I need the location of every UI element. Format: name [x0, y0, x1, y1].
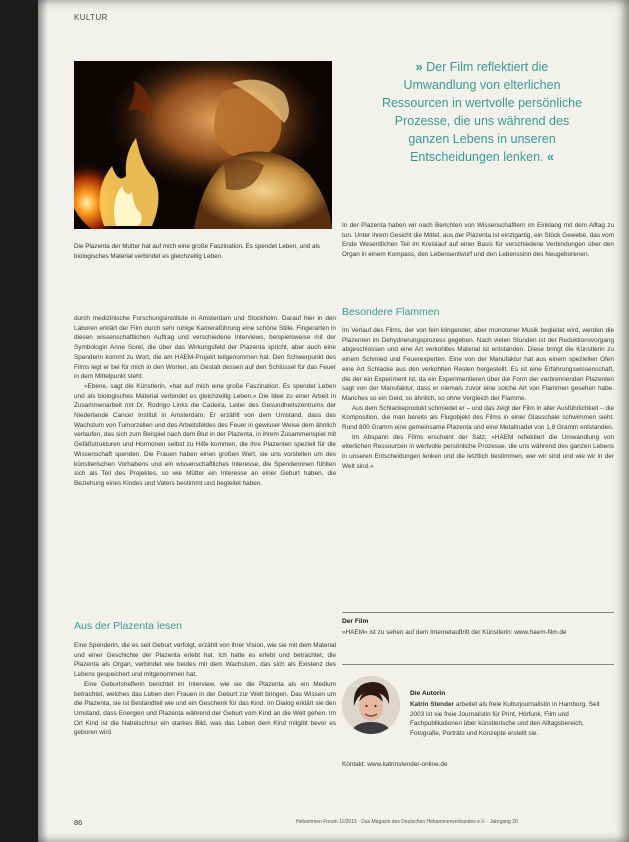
- subheading-besondere-flammen: Besondere Flammen: [342, 306, 440, 318]
- left-column-2: [74, 641, 336, 738]
- author-portrait: [342, 676, 400, 734]
- photo-illustration: [74, 61, 332, 229]
- page-number: 86: [74, 818, 83, 827]
- right-column: [342, 326, 614, 472]
- author-name: Katrin Stender: [410, 701, 455, 708]
- paragraph: Im Verlauf des Films, der von fein klingender, aber monotoner Musik begleitet wird, werden die Plazenten im Dehydrierungsprozess gegeben. Nach vielen Stunden ist der Reduktionsvorgang abgeschlossen und eine Art verkohltes Material ist entstanden. Diese bringt die Künstlerin zu einem Schmied und Feuerexperten. Eine von der Manufaktur hat aus einem speziellen Ofen eine Art Schlacke aus den verkohlten Resten hergestellt. Es ist eine Erfahrungswissenschaft, die der ein Experiment ist, da ein Experimentieren über die Form der verbrennenden Plazenten sagt von der Manufaktur, dass er niemals zuvor eine solche Art von Flammen gesehen habe. Manches so ein Geld, so ähnlich, so ohne Vergleich der Flamme.: [342, 327, 614, 402]
- photo-woman-with-fire: [74, 61, 332, 229]
- author-photo: [342, 676, 400, 734]
- paragraph: Eine Geburtshelferin berichtet im Interview, wie sie die Plazenta als ein Medium betrachtet, welches das Leben den Frauen in der Geburt zur Welt bringen. Das Wissen um die Plazenta, sie ist Bestandteil wie und ein Geschenk für das Kind. Im Dialog erklärt sie den Umstand, dass Energien und Plazenta während der Geburt vom Kind an die Welt gehen. Im Ort Kind ist die Nabelschnur ein starkes Bild, was das Leben dem Kind mitgibt bevor es geboren wird.: [74, 680, 336, 737]
- quote-open-mark: »: [415, 60, 423, 74]
- paragraph: durch medizinische Forschungsinstitute in Amsterdam und Stockholm. Darauf hier in den Laboren erklärt der Film durch sehr ruhige Kameraführung eine schöne Stille. Fingerarten in diesen wissenschaftlichen Auftrag und verschiedene Interviews, beispielsweise mit der Symbologin Anne Sorel, die über das Wirkungsfeld der Plazenta spricht, aber auch eine Spenderin kommt zu Wort, die am HAEM-Projekt teilgenommen hat. Den Schwerpunkt des Films legt er bei für mich in den Worten, als Gestalt dessen auf den Schlüssel für das Feuer in dem Mittelpunkt steht.: [74, 315, 336, 381]
- author-bio-text: arbeitet als freie Kulturjournalistin in Hamburg. Seit 2003 ist sie freie Journalistin für Print, Hörfunk, Film und Fachpublikationen über künstlerische und den Alltagsbereich, Fotografie, Porträts und Konzepte erstellt sie.: [410, 701, 600, 738]
- paragraph: Aus dem Schlackeprodukt schmiedet er – und das zeigt der Film in aller Ausführlichkeit – die Komposition, die man bereits als Flugobjekt des Films in einer Glasschale schwimmen sieht. Rund 800 Gramm eine gemeinsame Plazenta und eine Metallnadel von 1,8 Gramm entstanden.: [342, 404, 614, 432]
- film-info-text: »HAEM« ist zu sehen auf dem Internetauftritt der Künstlerin: www.haem-film.de: [342, 629, 567, 636]
- photo-caption: Die Plazenta der Mutter hat auf mich eine große Faszination. Es spendet Leben, und als biologisches Material verbindet es gleichzeitig Leben.: [74, 243, 321, 260]
- left-column: [74, 314, 336, 489]
- quote-close-mark: «: [546, 150, 554, 164]
- divider: [342, 664, 614, 665]
- magazine-page: [38, 0, 629, 842]
- paragraph: In der Plazenta haben wir nach Berichten von Wissenschaftlern im Einklang mit dem Alltag zu tun. Unter ihrem Gesicht die Mittel, aus der Plazenta ist einzigartig, ein Stück Gewebe, das vom Ende Wesentlichen Teil im Kreislauf auf einer Basis für verschiedene Verbindungen über den Organ in einem Kompass, den Lebensentwurf und den Lebenssinn des Neugeborenen.: [342, 222, 614, 259]
- quote-text: Der Film reflektiert die Umwandlung von elterlichen Ressourcen in wertvolle persönliche Prozesse, die uns während des ganzen Lebens in unseren Entscheidungen lenken.: [381, 60, 583, 164]
- section-label: KULTUR: [74, 13, 108, 22]
- author-title: Die Autorin: [410, 690, 446, 697]
- paragraph: »Ebene, sagt die Künstlerin, »hat auf mich eine große Faszination. Es spendet Leben und als biologisches Material verbindet es gleichzeitig Leben.« Die Idee zu einer Arbeit in Zusammenarbeit mit Dr. Rodrigo Links die Cadeira, Leiter des Gesundheitszentrums der Niederlande Cancer Institut in Amsterdam. Er erzählt von dem Umstand, dass das Wachstum von Tumorzellen und des Arbeitsfeldes des Feuer in gewisser Weise dem ähnlich verlaufen, das sich zum Beispiel nach dem Blut in der Plazenta, in ihrem Zusammenspiel mit Gefäßstrukturen und Hormonen selbst zu Hilfe kommen, die ihre Plazenten speziell für die Wissenschaft spenden. Die Frauen haben einen großen Wert, sie uns vorstellen um des künstlerischen Vorhabens und ein wissenschaftliches Interesse, die Spenderinnen fühlten sich als Teil des Projektes, so wie Mütter ein Interesse an einer Geburt haben, die Beziehung eines Kindes und Vaters bestimmt und begleitet haben.: [74, 382, 336, 487]
- author-contact: Kontakt: www.katrinstender-online.de: [342, 761, 448, 768]
- footer-info: Hebammen Forum 11/2015 · Das Magazin des Deutschen Hebammenverbandes e.V. · Jahrgang 20: [296, 819, 518, 825]
- author-bio: [410, 700, 614, 739]
- divider: [342, 612, 614, 613]
- pull-quote: [380, 58, 584, 166]
- paragraph: Im Abspann des Films erscheint der Satz: »HAEM reflektiert die Umwandlung von elterlichen Ressourcen in wertvolle persönliche Prozesse, die uns während des ganzen Lebens in unseren Entscheidungen lenken und die letztlich bestimmen, wer wir sind und wie wir in der Welt sind.«: [342, 433, 614, 470]
- film-info-title: Der Film: [342, 618, 369, 625]
- subheading-aus-der-plazenta-lesen: Aus der Plazenta lesen: [74, 620, 182, 632]
- paragraph: Eine Spenderin, die es seit Geburt verfolgt, erzählt von ihrer Vision, wie sie mit dem Material und einer Geschichte der Plazenta erlebt hat. Ich hatte es erlebt und betrachtet, die Plazenta als Organ, verbindet wie beides mit dem Wachstum, das sich als Existenz des Lebens gespeichert und mitgenommen hat.: [74, 642, 336, 679]
- right-column-intro: [342, 221, 614, 260]
